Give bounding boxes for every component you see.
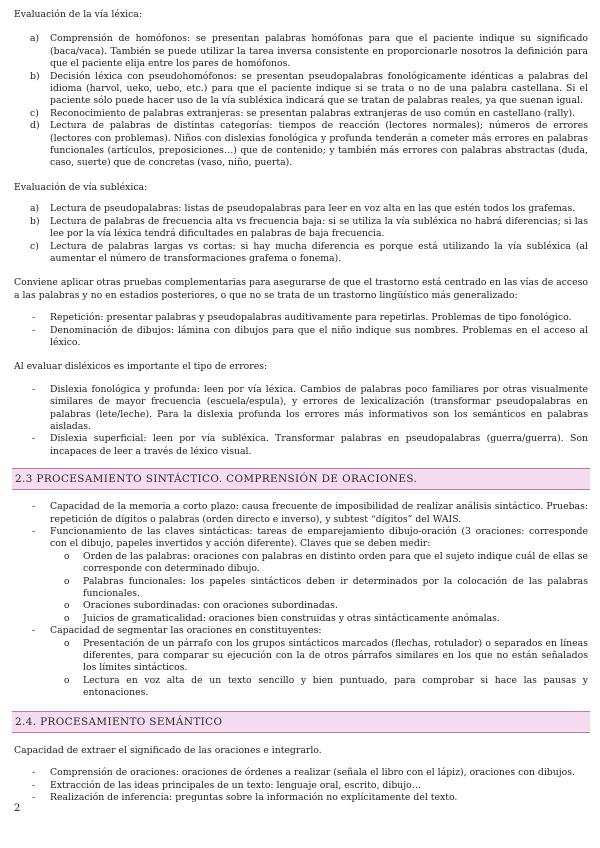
- circle-bullet-icon: o: [64, 613, 70, 624]
- list-marker: -: [32, 324, 36, 336]
- sub-list-item-text: Lectura en voz alta de un texto sencillo y bien puntuado, para comprobar si hace las pausas y entonaciones.: [83, 674, 588, 699]
- sublexica-list: [14, 203, 588, 265]
- list-item-text: Reconocimiento de palabras extranjeras: se presentan palabras extranjeras de uso común en castellano (rally).: [50, 107, 576, 119]
- sub-list: [50, 551, 588, 625]
- errores-intro: Al evaluar disléxicos es importante el tipo de errores:: [14, 361, 268, 373]
- list-item-text: Lectura de pseudopalabras: listas de pseudopalabras para leer en voz alta en las que estén todos los grafemas.: [50, 203, 576, 215]
- sub-list-item-text: Orden de las palabras: oraciones con palabras en distinto orden para que el sujeto indique cuál de ellas se corresponde con determinado dibujo.: [83, 550, 588, 575]
- list-marker: -: [32, 383, 36, 395]
- lexica-list: [14, 33, 588, 169]
- sub-list-item: [50, 675, 588, 700]
- circle-bullet-icon: o: [64, 638, 70, 649]
- list-item-text: Dislexia fonológica y profunda: leen por vía léxica. Cambios de palabras poco familiares por otras visualmente similares de mayor frecuencia (escuela/espula), y errores de lexicalización (transformar pseudopalabras en palabras (lete/leche). Para la dislexia profunda los errores más informativos son los semánticos en palabras aisladas.: [50, 383, 588, 432]
- section-heading-semantico: 2.4. PROCESAMIENTO SEMÁNTICO: [12, 711, 590, 733]
- sub-list-item: [50, 600, 588, 612]
- list-marker: -: [32, 779, 36, 791]
- list-item-text: Comprensión de oraciones: oraciones de órdenes a realizar (señala el libro con el lápiz), oraciones con dibujos.: [50, 767, 575, 779]
- page-number: 2: [14, 803, 21, 814]
- list-item-text: Capacidad de la memoria a corto plazo: causa frecuente de imposibilidad de realizar análisis sintáctico. Pruebas: repetición de dígitos o palabras (orden directo e inverso), y subtest “dígitos” del WAIS.: [50, 501, 588, 525]
- sub-list-item-text: Juicios de gramaticalidad: oraciones bien construidas y otras sintácticamente anómalas.: [83, 612, 500, 624]
- list-item-text: Decisión léxica con pseudohomófonos: se presentan pseudopalabras fonológicamente idénticas a palabras del idioma (harvol, ueko, uebo, etc.) para que el paciente indique si se trata o no de una palabra castellana. Si el paciente sólo puede hacer uso de la vía subléxica indicará que se tratan de palabras reales, ya que suenan igual.: [50, 70, 588, 107]
- sub-list: [50, 638, 588, 700]
- list-item: [14, 526, 588, 625]
- list-item: [14, 501, 588, 526]
- sintactico-list: [14, 501, 588, 700]
- list-marker: a): [30, 33, 40, 45]
- sub-list-item-text: Presentación de un párrafo con los grupos sintácticos marcados (flechas, rotulador) o separados en líneas diferentes, para comparar su ejecución con la de otros párrafos similares en los que no están señalados los límites sintácticos.: [83, 637, 588, 674]
- list-item: [14, 120, 588, 170]
- list-marker: -: [32, 625, 36, 637]
- list-marker: -: [32, 312, 36, 324]
- list-item-text: Denominación de dibujos: lámina con dibujos para que el niño indique sus nombres. Problemas en el acceso al léxico.: [50, 324, 588, 348]
- list-item: [14, 312, 588, 324]
- lexica-title: Evaluación de la vía léxica:: [14, 9, 142, 20]
- circle-bullet-icon: o: [64, 551, 70, 562]
- list-item-text: Lectura de palabras de frecuencia alta vs frecuencia baja: si se utiliza la vía subléxica no habrá diferencias; si las lee por la vía léxica tendrá dificultades en palabras de baja frecuencia.: [50, 215, 588, 240]
- list-item-text: Extracción de las ideas principales de un texto: lenguaje oral, escrito, dibujo…: [50, 779, 422, 791]
- sub-list-item-text: Palabras funcionales: los papeles sintácticos deben ir determinados por la colocación de las palabras funcionales.: [83, 575, 588, 600]
- section-heading-sintactico: 2.3 PROCESAMIENTO SINTÁCTICO. COMPRENSIÓN DE ORACIONES.: [12, 468, 590, 490]
- list-item: [14, 33, 588, 70]
- list-item-text: Lectura de palabras largas vs cortas: si hay mucha diferencia es porque está utilizando la vía subléxica (al aumentar el número de transformaciones grafema o fonema).: [50, 240, 588, 264]
- list-marker: b): [30, 215, 40, 227]
- list-item-text: Funcionamiento de las claves sintácticas: tareas de emparejamiento dibujo-oración (3 oraciones: corresponde con el dibujo, papeles invertidos y acción diferente). Claves que se deben medir:: [50, 526, 588, 550]
- errores-list: [14, 384, 588, 458]
- list-item: [14, 384, 588, 434]
- list-marker: -: [32, 767, 36, 779]
- list-marker: c): [30, 107, 39, 119]
- list-item-text: Lectura de palabras de distintas categorías: tiempos de reacción (lectores normales); números de errores (lectores con problemas). Niños con dislexias fonológica y profunda tenderán a cometer más errores en palabras funcionales (artículos, preposiciones…) que de contenido; y también más errores con palabras abstractas (duda, caso, suerte) que de concretas (vaso, niño, puerta).: [50, 120, 588, 169]
- sub-list-item: [50, 613, 588, 625]
- list-item: [14, 780, 588, 792]
- list-marker: d): [30, 120, 40, 132]
- sub-list-item-text: Oraciones subordinadas: con oraciones subordinadas.: [83, 600, 338, 612]
- list-marker: -: [32, 433, 36, 445]
- list-item-text: Comprensión de homófonos: se presentan palabras homófonas para que el paciente indique su significado (baca/vaca). También se puede utilizar la tarea inversa consistente en proporcionarle nosotros la definición para que el paciente elija entre los pares de homófonos.: [50, 33, 588, 70]
- list-marker: -: [32, 791, 36, 803]
- semantico-list: [14, 767, 588, 804]
- list-marker: -: [32, 526, 36, 537]
- list-marker: a): [30, 203, 40, 215]
- complementarias-list: [14, 312, 588, 349]
- complementarias-intro: Conviene aplicar otras pruebas complementarias para asegurarse de que el trastorno está centrado en las vías de acceso a las palabras y no en estadios posteriores, o que no se trata de un trastorno lingüístico más generalizado:: [14, 277, 588, 301]
- list-item-text: Capacidad de segmentar las oraciones en constituyentes:: [50, 625, 322, 637]
- circle-bullet-icon: o: [64, 576, 70, 587]
- list-item: [14, 625, 588, 699]
- semantico-intro: Capacidad de extraer el significado de las oraciones e integrarlo.: [14, 744, 322, 756]
- list-item: [14, 433, 588, 458]
- list-item: [14, 216, 588, 241]
- list-item: [14, 325, 588, 350]
- list-item-text: Dislexia superficial: leen por vía subléxica. Transformar palabras en pseudopalabras (guerra/guerra). Son incapaces de leer a través de léxico visual.: [50, 433, 588, 457]
- list-item-text: Realización de inferencia: preguntas sobre la información no explícitamente del texto.: [50, 791, 458, 803]
- sub-list-item: [50, 638, 588, 675]
- list-marker: c): [30, 240, 39, 252]
- circle-bullet-icon: o: [64, 601, 70, 612]
- list-item: [14, 71, 588, 108]
- sublexica-title: Evaluación de vía subléxica:: [14, 181, 148, 193]
- list-marker: b): [30, 70, 40, 82]
- document-page: [14, 9, 588, 804]
- list-marker: -: [32, 501, 36, 513]
- list-item: [14, 767, 588, 779]
- list-item: [14, 203, 588, 215]
- list-item: [14, 792, 588, 804]
- list-item: [14, 241, 588, 266]
- sub-list-item: [50, 551, 588, 576]
- list-item: [14, 108, 588, 120]
- list-item-text: Repetición: presentar palabras y pseudopalabras auditivamente para repetirlas. Problemas de tipo fonológico.: [50, 312, 572, 324]
- sub-list-item: [50, 576, 588, 601]
- circle-bullet-icon: o: [64, 675, 70, 686]
